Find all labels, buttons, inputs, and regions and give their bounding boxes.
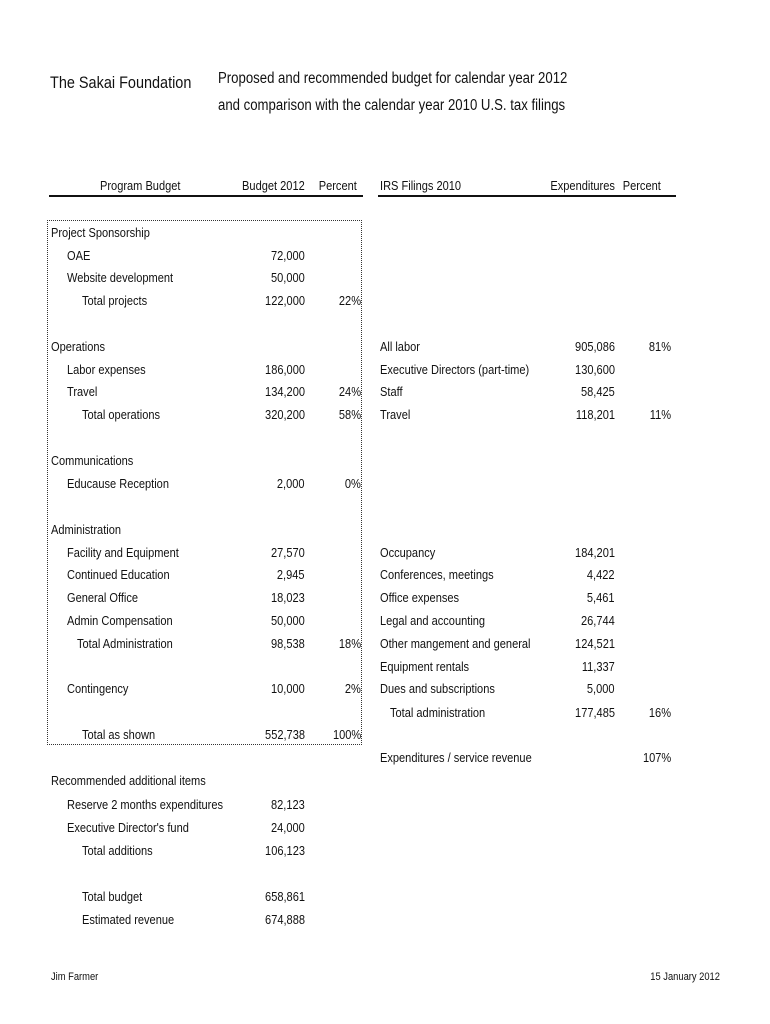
budget-row-label: OAE — [67, 248, 91, 263]
irs-row-amount: 4,422 — [587, 567, 615, 582]
budget-row-label: Total projects — [82, 293, 148, 308]
irs-row-amount: 58,425 — [581, 384, 615, 399]
budget-row-amount: 2,945 — [277, 567, 305, 582]
header-rule-right — [378, 195, 676, 197]
budget-row-label: Labor expenses — [67, 362, 146, 377]
budget-row-label: Project Sponsorship — [51, 225, 150, 240]
budget-row-label: Total Administration — [77, 636, 173, 651]
additional-row-label: Reserve 2 months expenditures — [67, 797, 224, 812]
budget-row-label: Admin Compensation — [67, 613, 173, 628]
irs-row-percent: 11% — [649, 407, 671, 422]
budget-row-percent: 18% — [338, 636, 361, 651]
irs-row-amount: 5,000 — [587, 681, 615, 696]
budget-row-amount: 27,570 — [271, 545, 305, 560]
budget-row-percent: 100% — [332, 727, 361, 742]
irs-row-label: Travel — [380, 407, 411, 422]
irs-row-amount: 905,086 — [575, 339, 615, 354]
budget-row-label: General Office — [67, 590, 139, 605]
budget-row-label: Facility and Equipment — [67, 545, 179, 560]
budget-row-amount: 50,000 — [271, 270, 305, 285]
additional-row-amount: 82,123 — [271, 797, 305, 812]
budget-row-amount: 552,738 — [265, 727, 305, 742]
page-title-line-2: and comparison with the calendar year 2010 U.S. tax filings — [218, 97, 566, 114]
col-irs-percent: Percent — [622, 178, 661, 193]
irs-row-amount: 130,600 — [575, 362, 615, 377]
budget-row-amount: 98,538 — [271, 636, 305, 651]
irs-row-percent: 81% — [648, 339, 671, 354]
irs-row-label: Dues and subscriptions — [380, 681, 495, 696]
irs-row-label: Legal and accounting — [380, 613, 486, 628]
col-budget-2012: Budget 2012 — [242, 178, 305, 193]
irs-row-label: Expenditures / service revenue — [380, 750, 532, 765]
page-title-line-1: Proposed and recommended budget for calendar year 2012 — [218, 70, 568, 87]
budget-row-percent: 0% — [345, 476, 361, 491]
irs-row-amount: 26,744 — [581, 613, 615, 628]
budget-row-label: Contingency — [67, 681, 129, 696]
irs-row-percent: 16% — [648, 705, 671, 720]
additional-heading: Recommended additional items — [51, 773, 206, 788]
irs-row-label: Equipment rentals — [380, 659, 470, 674]
additional-row-amount: 658,861 — [265, 889, 305, 904]
additional-row-label: Estimated revenue — [82, 912, 175, 927]
budget-row-label: Total operations — [82, 407, 161, 422]
irs-row-label: All labor — [380, 339, 420, 354]
additional-row-label: Total additions — [82, 843, 153, 858]
budget-row-amount: 50,000 — [271, 613, 305, 628]
irs-row-amount: 177,485 — [575, 705, 615, 720]
irs-row-label: Staff — [380, 384, 403, 399]
budget-row-percent: 58% — [338, 407, 361, 422]
header-rule-left — [49, 195, 363, 197]
irs-row-amount: 124,521 — [575, 636, 615, 651]
irs-row-label: Other mangement and general — [380, 636, 531, 651]
irs-row-label: Occupancy — [380, 545, 436, 560]
budget-row-label: Travel — [67, 384, 98, 399]
budget-row-amount: 134,200 — [265, 384, 305, 399]
budget-row-percent: 22% — [338, 293, 361, 308]
irs-row-label: Office expenses — [380, 590, 460, 605]
footer-date: 15 January 2012 — [650, 971, 720, 983]
additional-row-amount: 674,888 — [265, 912, 305, 927]
budget-row-label: Website development — [67, 270, 174, 285]
col-percent: Percent — [318, 178, 357, 193]
budget-row-label: Operations — [51, 339, 106, 354]
irs-row-amount: 184,201 — [575, 545, 615, 560]
irs-row-label: Total administration — [390, 705, 486, 720]
col-irs-filings: IRS Filings 2010 — [380, 178, 462, 193]
budget-row-percent: 2% — [345, 681, 361, 696]
org-name: The Sakai Foundation — [50, 73, 192, 92]
budget-row-amount: 2,000 — [277, 476, 305, 491]
budget-row-label: Continued Education — [67, 567, 170, 582]
additional-row-label: Executive Director's fund — [67, 820, 189, 835]
budget-row-amount: 18,023 — [271, 590, 305, 605]
col-program-budget: Program Budget — [100, 178, 181, 193]
footer-author: Jim Farmer — [51, 971, 99, 983]
additional-row-amount: 24,000 — [271, 820, 305, 835]
irs-row-label: Conferences, meetings — [380, 567, 494, 582]
budget-row-amount: 320,200 — [265, 407, 305, 422]
budget-row-label: Educause Reception — [67, 476, 169, 491]
budget-row-amount: 186,000 — [265, 362, 305, 377]
irs-row-amount: 11,337 — [582, 659, 615, 674]
budget-row-label: Communications — [51, 453, 134, 468]
budget-row-amount: 72,000 — [271, 248, 305, 263]
irs-row-amount: 118,201 — [575, 407, 615, 422]
additional-row-label: Total budget — [82, 889, 143, 904]
budget-row-label: Total as shown — [82, 727, 156, 742]
budget-row-amount: 122,000 — [265, 293, 305, 308]
budget-row-amount: 10,000 — [271, 681, 305, 696]
irs-row-label: Executive Directors (part-time) — [380, 362, 530, 377]
irs-row-percent: 107% — [642, 750, 671, 765]
budget-row-percent: 24% — [338, 384, 361, 399]
additional-row-amount: 106,123 — [265, 843, 305, 858]
irs-row-amount: 5,461 — [587, 590, 615, 605]
col-expenditures: Expenditures — [550, 178, 615, 193]
budget-row-label: Administration — [51, 522, 122, 537]
